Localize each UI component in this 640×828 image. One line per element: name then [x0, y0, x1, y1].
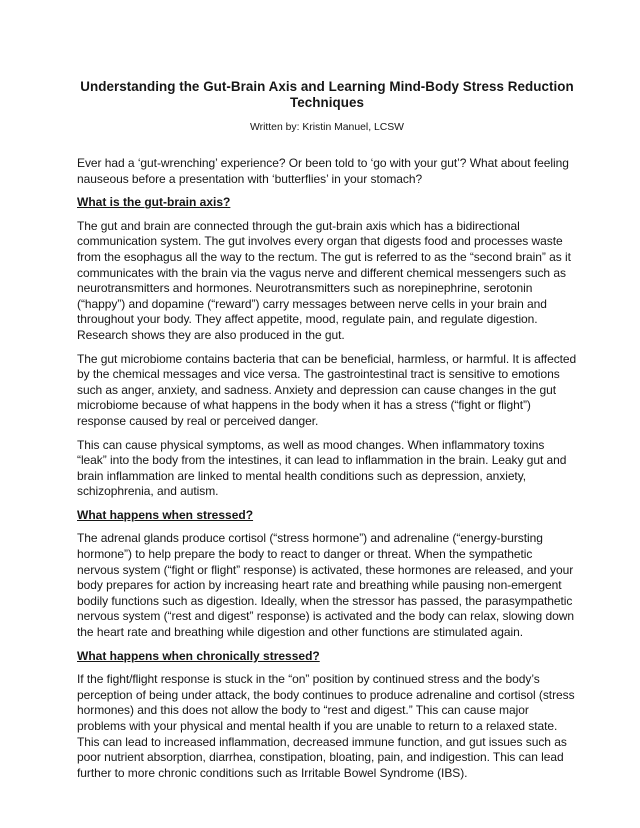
- body-paragraph: This can cause physical symptoms, as well as mood changes. When inflammatory toxins “leak” into the body from the intestines, it can lead to inflammation in the brain. Leaky gut and brain inflammation are linked to mental health conditions such as depression, anxiety, schizophrenia, and autism.: [77, 437, 567, 499]
- section-heading: What happens when chronically stressed?: [77, 648, 320, 663]
- body-paragraph: The gut microbiome contains bacteria that can be beneficial, harmless, or harmful. It is affected by the chemical messages and vice versa. The gastrointestinal tract is sensitive to emotions such as anger, anxiety, and sadness. Anxiety and depression can cause changes in the gut microbiome because of what happens in the body when it has a stress (“fight or flight”) response caused by real or perceived danger.: [77, 351, 577, 428]
- intro-paragraph: Ever had a ‘gut-wrenching’ experience? Or been told to ‘go with your gut’? What about feeling nauseous before a presentation with ‘butterflies’ in your stomach?: [77, 156, 569, 186]
- body-paragraph: The gut and brain are connected through the gut-brain axis which has a bidirectional communication system. The gut involves every organ that digests food and processes waste from the esophagus all the way to the rectum. The gut is referred to as the “second brain” as it communicates with the brain via the vagus nerve and different chemical messengers such as neurotransmitters and hormones. Neurotransmitters such as norepinephrine, serotonin (“happy”) and dopamine (“reward”) carry messages between nerve cells in your brain and throughout your body. They affect appetite, mood, regulate pain, and regulate digestion. Research shows they are also produced in the gut.: [77, 218, 571, 342]
- section-when-stressed: [77, 508, 577, 641]
- section-heading: What is the gut-brain axis?: [77, 195, 231, 210]
- section-heading: What happens when stressed?: [77, 507, 254, 522]
- body-paragraph: The adrenal glands produce cortisol (“stress hormone”) and adrenaline (“energy-bursting hormone”) to help prepare the body to react to danger or threat. When the sympathetic nervous system (“fight or flight” response) is activated, these hormones are released, and your body prepares for action by increasing heart rate and breathing while pausing non-emergent bodily functions such as digestion. Ideally, when the stressor has passed, the parasympathetic nervous system (“rest and digest” response) is activated and the body can relax, slowing down the heart rate and breathing while digestion and other functions are stimulated again.: [77, 531, 574, 640]
- section-chronically-stressed: [77, 649, 577, 782]
- body-paragraph: If the fight/flight response is stuck in the “on” position by continued stress and the body’s perception of being under attack, the body continues to produce adrenaline and cortisol (stress hormones) and this does not allow the body to “rest and digest.” This can cause major problems with your physical and mental health if you are unable to return to a relaxed state. This can lead to increased inflammation, decreased immune function, and gut issues such as poor nutrient absorption, diarrhea, constipation, bloating, pain, and indigestion. This can lead further to more chronic conditions such as Irritable Bowel Syndrome (IBS).: [77, 672, 575, 780]
- document-page: [77, 79, 577, 789]
- author-byline: Written by: Kristin Manuel, LCSW: [250, 122, 404, 133]
- document-title: Understanding the Gut-Brain Axis and Learning Mind-Body Stress Reduction Techniques: [80, 79, 574, 110]
- section-gut-brain-axis: [77, 195, 577, 500]
